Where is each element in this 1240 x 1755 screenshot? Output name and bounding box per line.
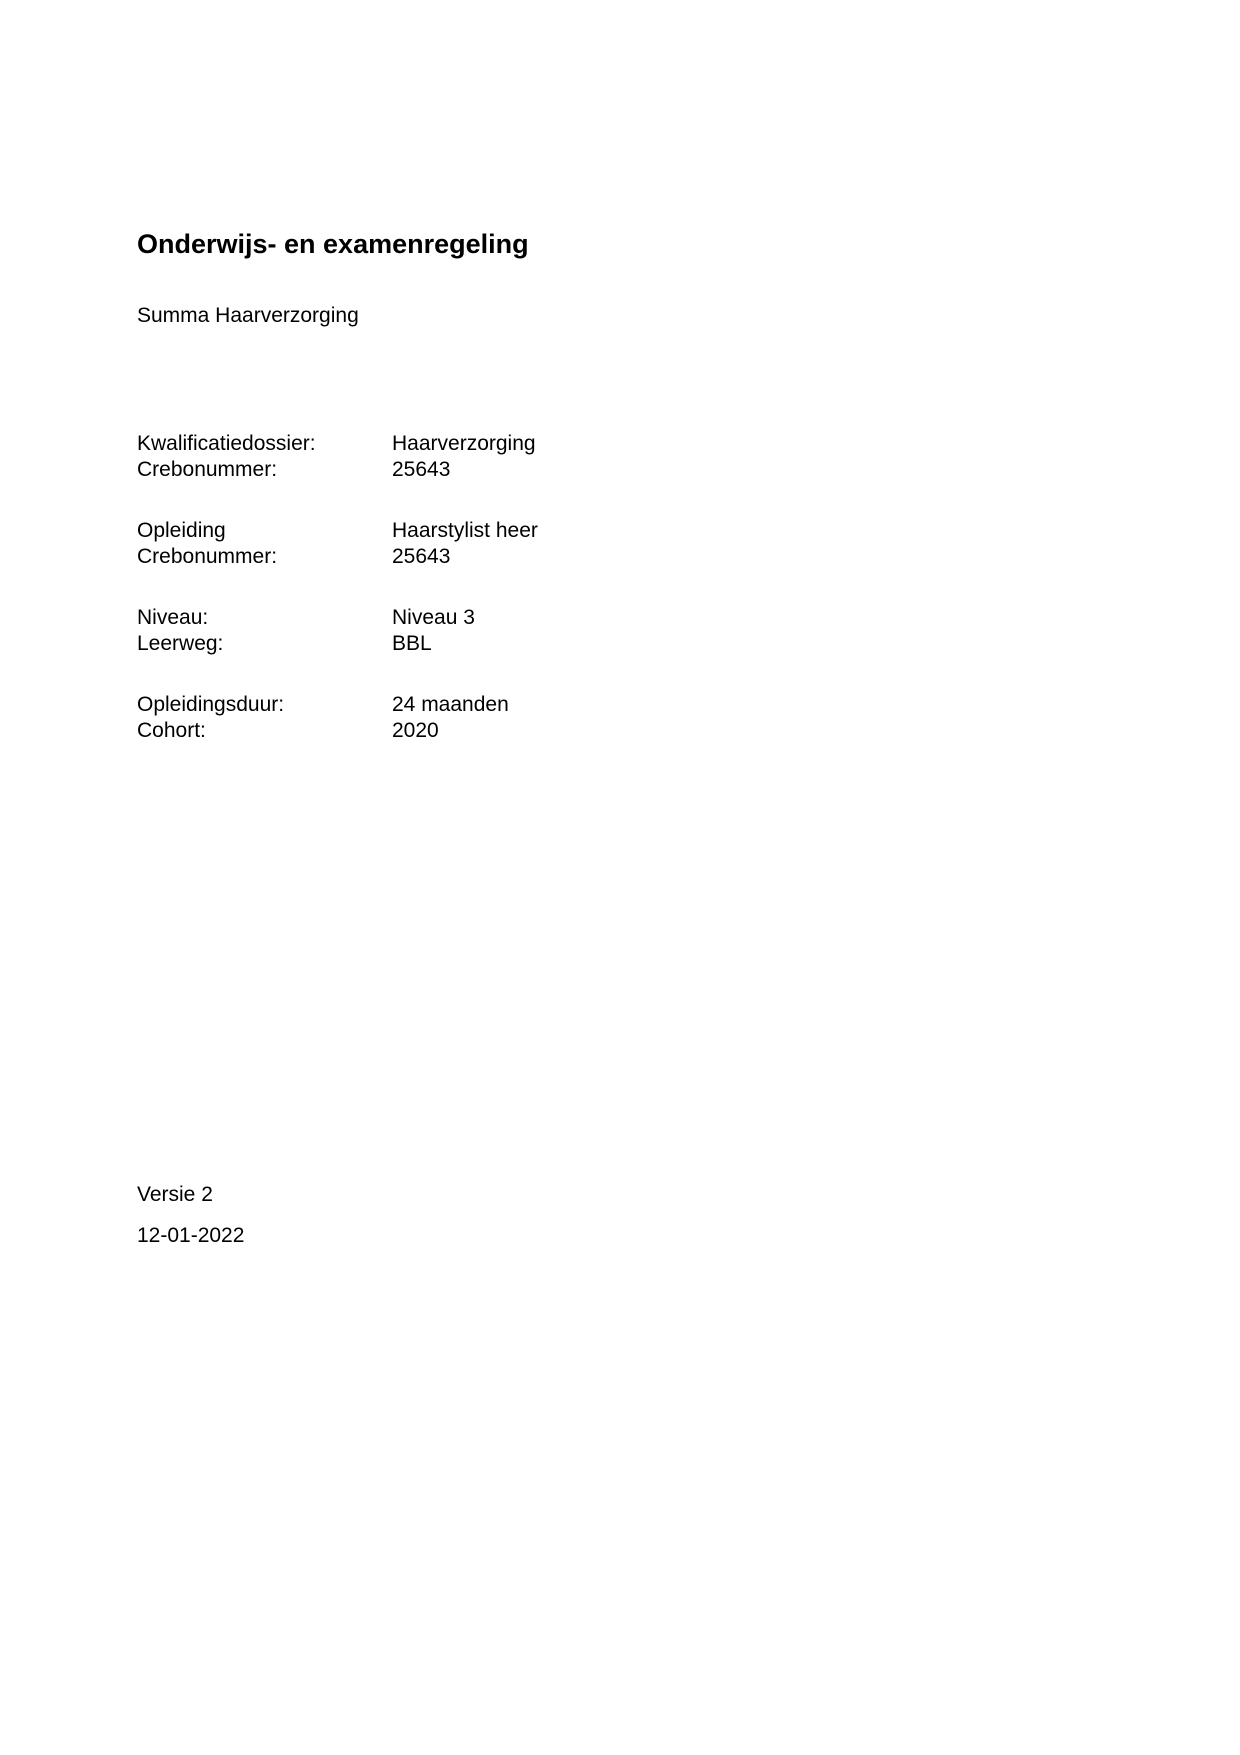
info-row bbox=[137, 605, 538, 631]
document-info-block bbox=[137, 431, 538, 744]
info-group-niveau bbox=[137, 605, 538, 657]
info-row bbox=[137, 518, 538, 544]
info-label: Crebonummer: bbox=[137, 545, 278, 568]
info-value: 24 maanden bbox=[392, 693, 509, 716]
date-label: 12-01-2022 bbox=[137, 1224, 245, 1247]
info-label: Niveau: bbox=[137, 606, 209, 629]
info-row bbox=[137, 544, 538, 570]
info-group-opleiding bbox=[137, 518, 538, 570]
info-value: BBL bbox=[392, 632, 432, 655]
info-label: Opleiding bbox=[137, 519, 226, 542]
info-label: Kwalificatiedossier: bbox=[137, 432, 316, 455]
info-group-opleidingsduur bbox=[137, 692, 538, 744]
document-subtitle: Summa Haarverzorging bbox=[137, 304, 359, 327]
info-row bbox=[137, 431, 538, 457]
info-value: 25643 bbox=[392, 458, 451, 481]
info-row bbox=[137, 631, 538, 657]
info-group-kwalificatiedossier bbox=[137, 431, 538, 483]
info-value: 25643 bbox=[392, 545, 451, 568]
info-label: Leerweg: bbox=[137, 632, 224, 655]
info-row bbox=[137, 692, 538, 718]
info-row bbox=[137, 718, 538, 744]
info-label: Cohort: bbox=[137, 719, 206, 742]
info-label: Opleidingsduur: bbox=[137, 693, 285, 716]
info-value: Niveau 3 bbox=[392, 606, 475, 629]
document-title: Onderwijs- en examenregeling bbox=[137, 229, 529, 260]
info-row bbox=[137, 457, 538, 483]
version-label: Versie 2 bbox=[137, 1183, 213, 1206]
info-label: Crebonummer: bbox=[137, 458, 278, 481]
info-value: 2020 bbox=[392, 719, 439, 742]
info-value: Haarstylist heer bbox=[392, 519, 538, 542]
info-value: Haarverzorging bbox=[392, 432, 536, 455]
